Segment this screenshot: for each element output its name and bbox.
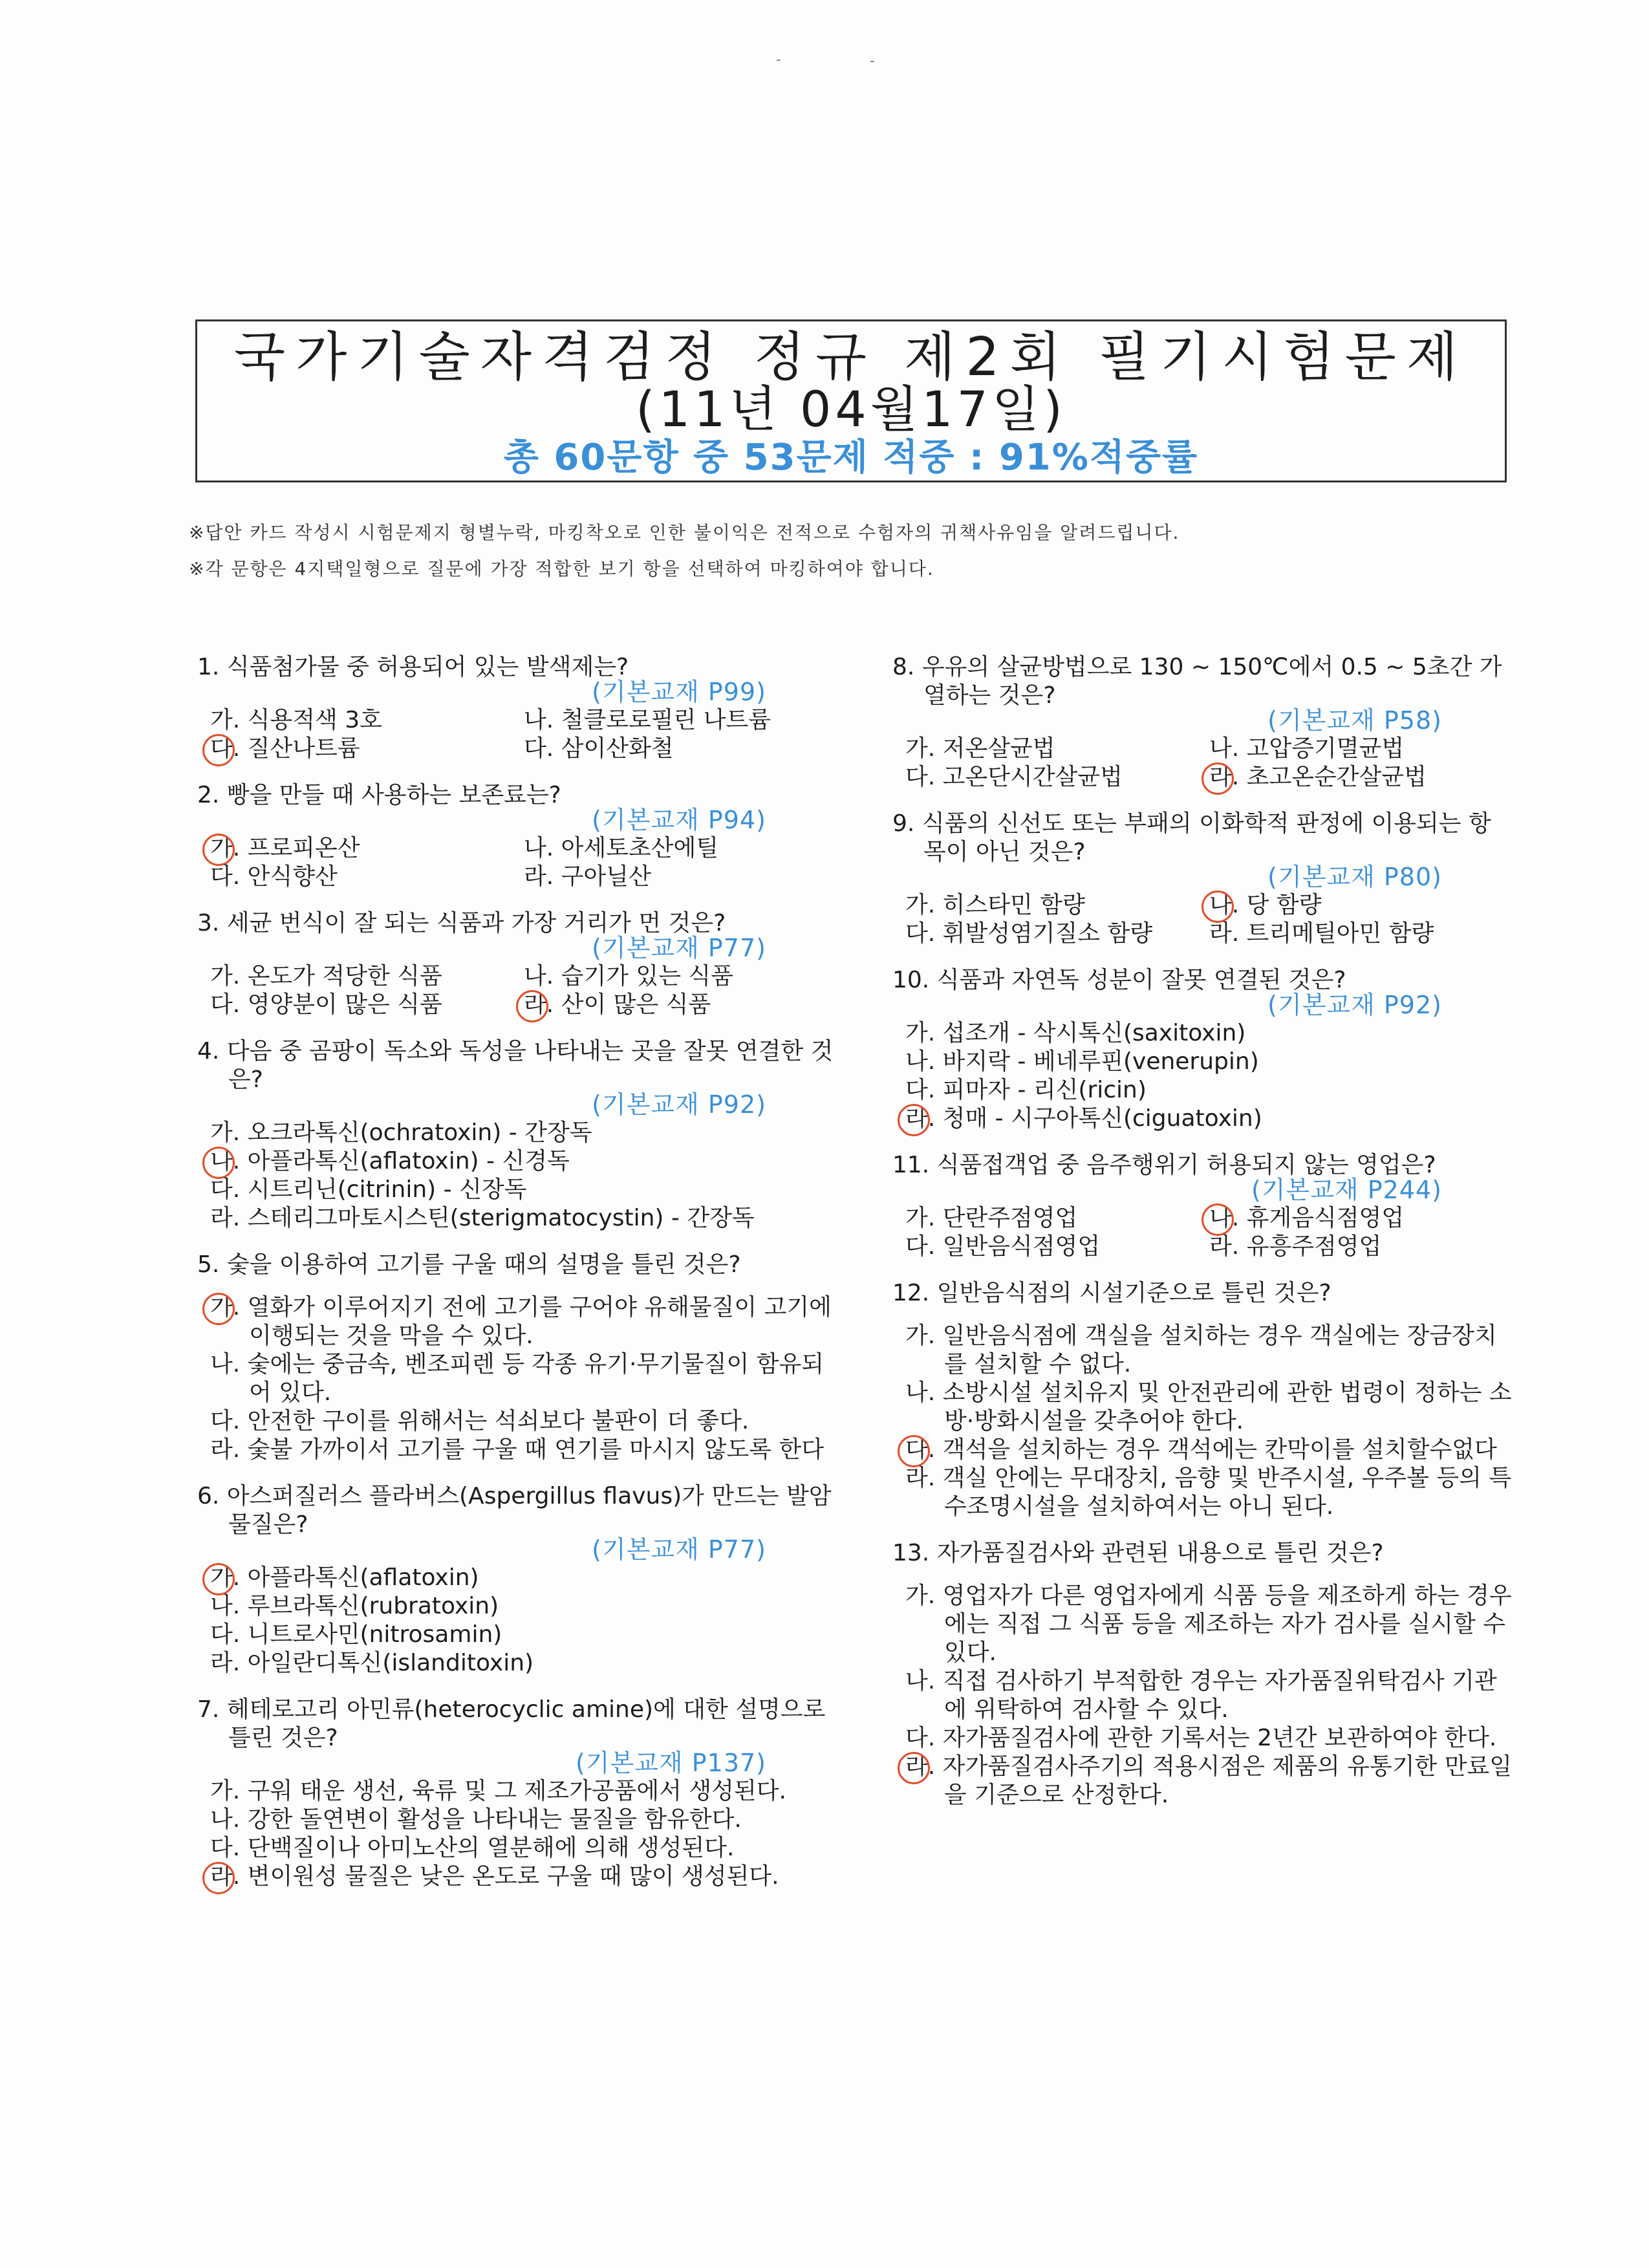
textbook-reference: (기본교재 P77): [592, 1535, 766, 1564]
answer-option-marked: 라. 변이원성 물질은 낮은 온도로 구울 때 많이 생성된다.: [210, 1863, 837, 1891]
answer-options: [892, 1582, 1513, 1809]
right-question-column: [892, 653, 1513, 1828]
question-stem: 식품의 신선도 또는 부패의 이화학적 판정에 이용되는 항목이 아닌 것은?: [921, 810, 1491, 865]
question-stem: 자가품질검사와 관련된 내용으로 틀린 것은?: [936, 1540, 1384, 1566]
answer-option-marked: 가. 프로피온산: [210, 834, 524, 863]
answer-options: [892, 1019, 1513, 1133]
textbook-reference: (기본교재 P137): [575, 1749, 766, 1777]
answer-option: 다. 자가품질검사에 관한 기록서는 2년간 보관하여야 한다.: [905, 1725, 1497, 1751]
answer-option: 나. 습기가 있는 식품: [524, 963, 733, 989]
answer-option-marked: 가. 아플라톡신(aflatoxin): [210, 1564, 837, 1592]
question-stem: 일반음식점의 시설기준으로 틀린 것은?: [936, 1280, 1331, 1306]
question-10: [892, 966, 1513, 1133]
question-9: [892, 810, 1513, 948]
exam-header: [195, 319, 1507, 482]
answer-option: 나. 루브라톡신(rubratoxin): [210, 1593, 499, 1619]
question-8: [892, 653, 1513, 792]
question-text: [892, 1279, 1513, 1308]
question-7: [197, 1696, 837, 1891]
question-number: 7.: [197, 1696, 220, 1723]
question-stem: 식품첨가물 중 허용되어 있는 발색제는?: [226, 654, 629, 680]
textbook-reference: (기본교재 P77): [592, 934, 766, 962]
answer-option: 가. 섭조개 - 삭시톡신(saxitoxin): [905, 1020, 1246, 1046]
answer-options: [197, 1564, 837, 1678]
scan-mark: -: [776, 52, 781, 68]
answer-options: [197, 1777, 837, 1891]
question-2: [197, 781, 837, 891]
answer-option: 다. 피마자 - 리신(ricin): [905, 1077, 1147, 1103]
textbook-reference: (기본교재 P58): [1267, 706, 1442, 735]
answer-option: 나. 아세토초산에틸: [524, 835, 719, 861]
answer-option-marked: 나. 아플라톡신(aflatoxin) - 신경독: [210, 1147, 837, 1176]
question-12: [892, 1279, 1513, 1521]
answer-option: 라. 유흥주점영업: [1209, 1233, 1382, 1260]
answer-option: 라. 객실 안에는 무대장치, 음향 및 반주시설, 우주볼 등의 특수조명시설을 설치하여서는 아니 된다.: [905, 1465, 1512, 1520]
answer-option: 다. 안전한 구이를 위해서는 석쇠보다 불판이 더 좋다.: [210, 1408, 749, 1434]
answer-option-marked: 라. 청매 - 시구아톡신(ciguatoxin): [905, 1105, 1513, 1133]
question-text: [892, 810, 1513, 867]
question-text: [892, 966, 1513, 995]
scan-mark: -: [870, 53, 875, 69]
question-11: [892, 1151, 1513, 1261]
answer-option: 가. 저온살균법: [905, 735, 1055, 762]
answer-option: 가. 히스타민 함량: [905, 892, 1085, 918]
question-text: [197, 1696, 837, 1753]
question-stem: 숯을 이용하여 고기를 구울 때의 설명을 틀린 것은?: [226, 1251, 741, 1278]
answer-option: 라. 구아닐산: [524, 863, 651, 890]
question-text: [197, 1037, 837, 1094]
question-5: [197, 1251, 837, 1464]
question-stem: 빵을 만들 때 사용하는 보존료는?: [226, 782, 561, 808]
question-4: [197, 1037, 837, 1233]
question-text: [197, 1251, 837, 1279]
exam-date: (11년 04월17일): [636, 380, 1066, 438]
answer-option: 다. 영양분이 많은 식품: [210, 991, 442, 1018]
accuracy-rate: 총 60문항 중 53문제 적중 : 91%적중률: [503, 437, 1199, 479]
answer-option: 나. 강한 돌연변이 활성을 나타내는 물질을 함유한다.: [210, 1806, 742, 1833]
question-stem: 세균 번식이 잘 되는 식품과 가장 거리가 먼 것은?: [226, 910, 726, 936]
answer-option: 가. 식용적색 3호: [210, 707, 382, 733]
notice-2: ※각 문항은 4지택일형으로 질문에 가장 적합한 보기 항을 선택하여 마킹하여야 합니다.: [189, 558, 934, 579]
textbook-reference: (기본교재 P92): [592, 1090, 766, 1119]
question-text: [197, 1482, 837, 1539]
question-number: 12.: [892, 1280, 930, 1306]
question-stem: 식품과 자연독 성분이 잘못 연결된 것은?: [936, 967, 1346, 993]
answer-options: [197, 962, 837, 1019]
notice-1: ※답안 카드 작성시 시험문제지 형별누락, 마킹착오로 인한 불이익은 전적으로 수험자의 귀책사유임을 알려드립니다.: [189, 522, 1180, 543]
question-text: [197, 909, 837, 938]
question-number: 4.: [197, 1038, 220, 1064]
question-number: 2.: [197, 782, 220, 808]
exam-title: 국가기술자격검정 정규 제2회 필기시험문제: [233, 327, 1469, 388]
answer-option: 다. 시트리닌(citrinin) - 신장독: [210, 1176, 527, 1203]
question-3: [197, 909, 837, 1019]
textbook-reference: (기본교재 P244): [1251, 1176, 1442, 1204]
answer-option: 다. 니트로사민(nitrosamin): [210, 1621, 502, 1648]
answer-option: 나. 고압증기멸균법: [1209, 735, 1405, 762]
answer-option: 나. 바지락 - 베네루핀(venerupin): [905, 1048, 1259, 1075]
answer-option: 다. 휘발성염기질소 함량: [905, 920, 1153, 947]
question-stem: 아스퍼질러스 플라버스(Aspergillus flavus)가 만드는 발암물질은?: [226, 1483, 832, 1538]
textbook-reference: (기본교재 P94): [592, 806, 766, 834]
question-number: 11.: [892, 1152, 930, 1178]
question-number: 3.: [197, 910, 220, 936]
answer-option-marked: 라. 초고온순간살균법: [1209, 763, 1513, 792]
answer-option: 라. 숯불 가까이서 고기를 구울 때 연기를 마시지 않도록 한다: [210, 1436, 824, 1463]
answer-option: 가. 영업자가 다른 영업자에게 식품 등을 제조하게 하는 경우에는 직접 그 식품 등을 제조하는 자가 검사를 실시할 수 있다.: [905, 1582, 1512, 1666]
question-text: [197, 781, 837, 810]
answer-option: 나. 소방시설 설치유지 및 안전관리에 관한 법령이 정하는 소방·방화시설을 갖추어야 한다.: [905, 1379, 1512, 1434]
answer-options: [892, 735, 1513, 792]
answer-option: 라. 아일란디톡신(islanditoxin): [210, 1650, 534, 1676]
answer-option-marked: 나. 당 함량: [1209, 891, 1513, 920]
answer-options: [892, 1322, 1513, 1521]
question-text: [892, 653, 1513, 710]
question-number: 1.: [197, 654, 220, 680]
question-6: [197, 1482, 837, 1678]
answer-options: [892, 891, 1513, 948]
textbook-reference: (기본교재 P80): [1267, 863, 1442, 891]
answer-option: 나. 직접 검사하기 부적합한 경우는 자가품질위탁검사 기관에 위탁하여 검사할 수 있다.: [905, 1668, 1497, 1723]
answer-option: 가. 단란주점영업: [905, 1205, 1078, 1231]
question-text: [892, 1539, 1513, 1568]
answer-option-marked: 라. 산이 많은 식품: [524, 991, 837, 1019]
answer-option-marked: 나. 휴게음식점영업: [1209, 1204, 1513, 1233]
question-number: 10.: [892, 967, 930, 993]
answer-option: 가. 일반음식점에 객실을 설치하는 경우 객실에는 장금장치를 설치할 수 없다.: [905, 1323, 1497, 1377]
answer-options: [197, 834, 837, 891]
question-number: 8.: [892, 654, 915, 680]
answer-option-marked: 라. 자가품질검사주기의 적용시점은 제품의 유통기한 만료일을 기준으로 산정한다.: [905, 1753, 1513, 1808]
question-13: [892, 1539, 1513, 1809]
answer-option-marked: 다. 질산나트륨: [210, 735, 524, 763]
answer-option: 나. 숯에는 중금속, 벤조피렌 등 각종 유기·무기물질이 함유되어 있다.: [210, 1351, 824, 1406]
answer-option: 가. 구워 태운 생선, 육류 및 그 제조가공품에서 생성된다.: [210, 1778, 786, 1804]
textbook-reference: (기본교재 P92): [1267, 991, 1442, 1019]
answer-option: 다. 안식향산: [210, 863, 338, 890]
question-number: 9.: [892, 810, 915, 837]
question-text: [197, 653, 837, 682]
question-number: 13.: [892, 1540, 930, 1566]
question-stem: 식품접객업 중 음주행위기 허용되지 않는 영업은?: [936, 1152, 1436, 1178]
answer-option: 다. 고온단시간살균법: [905, 764, 1123, 790]
answer-options: [197, 706, 837, 763]
answer-option-marked: 다. 객석을 설치하는 경우 객석에는 칸막이를 설치할수없다: [905, 1436, 1513, 1464]
question-stem: 헤테로고리 아민류(heterocyclic amine)에 대한 설명으로 틀린 것은?: [226, 1696, 826, 1751]
answer-options: [197, 1293, 837, 1464]
question-1: [197, 653, 837, 763]
answer-options: [892, 1204, 1513, 1261]
left-question-column: [197, 653, 837, 1909]
answer-option: 라. 스테리그마토시스틴(sterigmatocystin) - 간장독: [210, 1205, 755, 1231]
question-stem: 우유의 살균방법으로 130 ~ 150℃에서 0.5 ~ 5초간 가열하는 것은?: [921, 654, 1502, 709]
answer-option-marked: 가. 열화가 이루어지기 전에 고기를 구어야 유해물질이 고기에 이행되는 것을 막을 수 있다.: [210, 1293, 837, 1350]
answer-option: 다. 단백질이나 아미노산의 열분해에 의해 생성된다.: [210, 1835, 735, 1861]
answer-options: [197, 1119, 837, 1233]
answer-option: 다. 일반음식점영업: [905, 1233, 1101, 1260]
question-stem: 다음 중 곰팡이 독소와 독성을 나타내는 곳을 잘못 연결한 것은?: [226, 1038, 834, 1093]
answer-option: 나. 철클로로필린 나트륨: [524, 707, 771, 733]
answer-option: 가. 온도가 적당한 식품: [210, 963, 442, 989]
answer-option: 다. 삼이산화철: [524, 735, 674, 762]
answer-option: 가. 오크라톡신(ochratoxin) - 간장독: [210, 1119, 592, 1146]
textbook-reference: (기본교재 P99): [592, 678, 766, 706]
question-number: 5.: [197, 1251, 220, 1278]
question-text: [892, 1151, 1513, 1180]
question-number: 6.: [197, 1483, 220, 1509]
answer-option: 라. 트리메틸아민 함량: [1209, 920, 1434, 947]
